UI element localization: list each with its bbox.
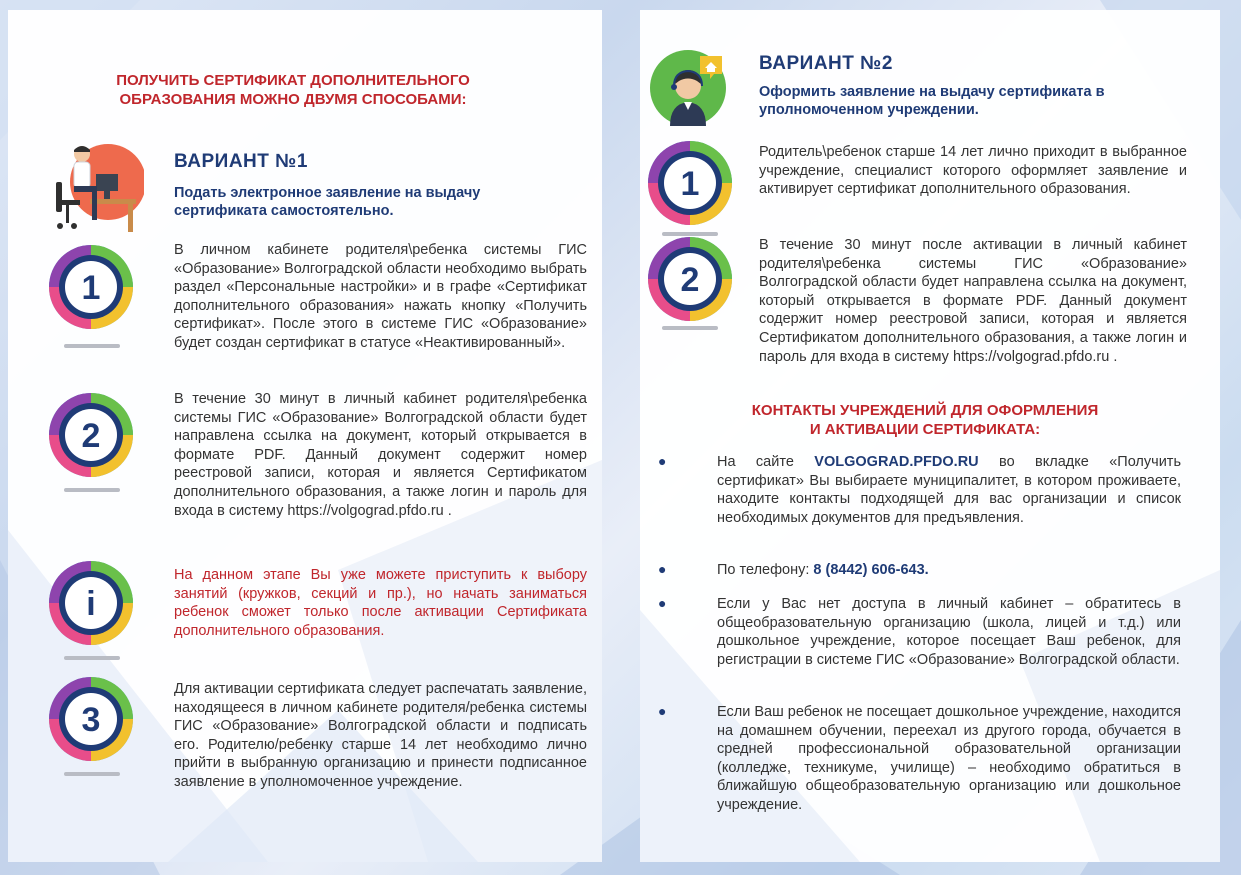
website-link[interactable]: VOLGOGRAD.PFDO.RU (814, 454, 979, 470)
right-step-2-badge (647, 236, 733, 327)
contact-bullet-1 (717, 453, 1181, 527)
number-1-badge-icon (48, 244, 134, 330)
number-3-badge-icon (48, 676, 134, 762)
contact-bullet-2-prefix: По телефону: (717, 562, 814, 578)
contacts-heading (680, 401, 1170, 439)
info-badge-icon (48, 560, 134, 646)
bullet-dot-icon: ● (658, 561, 667, 577)
number-2-badge-icon (48, 392, 134, 478)
right-step-1-text: Родитель\ребенок старше 14 лет лично приходит в выбранное учреждение, специалист которого оформляет заявление и активирует сертификат дополнительного образования. (759, 144, 1187, 198)
number-1-badge-icon (647, 140, 733, 226)
contact-bullet-4: Если Ваш ребенок не посещает дошкольное учреждение, находится на домашнем обучении, переехал из другого города, обучается в средней профессиональной образовательной организации (колледже, техникуме, училище) – необходимо обратиться в ближайшую общеобразовательную организацию или дошкольное учреждение. (717, 704, 1181, 813)
left-step-info-text: На данном этапе Вы уже можете приступить к выбору занятий (кружков, секций и пр.), но начать заниматься ребенок сможет только после активации Сертификата дополнительного образования. (174, 567, 587, 639)
left-step-3-badge (48, 676, 134, 767)
bullet-dot-icon: ● (658, 595, 667, 611)
bullet-dot-icon: ● (658, 453, 667, 469)
right-step-2-number: 2 (680, 261, 700, 299)
left-step-1-shadow (64, 344, 120, 348)
person-at-computer-icon (44, 142, 144, 232)
left-step-1-number: 1 (81, 269, 101, 307)
variant-1-title: ВАРИАНТ №1 (174, 151, 308, 172)
left-step-2-badge (48, 392, 134, 483)
left-step-info-badge (48, 560, 134, 651)
left-step-1-text: В личном кабинете родителя\ребенка системы ГИС «Образование» Волгоградской области необходимо выбрать раздел «Персональные настройки» и в графе «Сертификат дополнительного образования» нажать кнопку «Получить сертификат». После этого в системе ГИС «Образование» будет создан сертификат в статусе «Неактивированный». (174, 242, 587, 351)
right-step-1-number: 1 (680, 165, 700, 203)
contact-bullet-3: Если у Вас нет доступа в личный кабинет – обратитесь в общеобразовательную организацию (школа, лицей и т.д.) или дошкольное учреждение, которое посещает Ваш ребенок, для регистрации в системе ГИС «Образование» Волгоградской области. (717, 596, 1181, 668)
variant-2-title: ВАРИАНТ №2 (759, 53, 893, 74)
left-step-2-shadow (64, 488, 120, 492)
left-step-2-number: 2 (81, 417, 101, 455)
right-step-2-shadow (662, 326, 718, 330)
contact-bullet-1-suffix: во вкладке «Получить сертификат» Вы выбираете муниципалитет, в котором проживаете, находите контакты подходящей для вас организации и список необходимых документов для предъявления. (717, 454, 1181, 526)
right-panel (640, 10, 1220, 862)
left-step-info-letter: i (86, 585, 96, 623)
left-step-info-shadow (64, 656, 120, 660)
main-heading-line1: ПОЛУЧИТЬ СЕРТИФИКАТ ДОПОЛНИТЕЛЬНОГО (116, 72, 470, 89)
contacts-heading-line2: И АКТИВАЦИИ СЕРТИФИКАТА: (809, 421, 1041, 438)
bullet-dot-icon: ● (658, 703, 667, 719)
variant-2-subtitle: Оформить заявление на выдачу сертификата в уполномоченном учреждении. (759, 84, 1105, 118)
left-step-2-text: В течение 30 минут в личный кабинет родителя\ребенка системы ГИС «Образование» Волгоградской области будет направлена ссылка на документ, который открывается в формате PDF. Данный документ содержит номер реестровой записи, которая и является Сертификатом дополнительного образования, а также логин и пароль для входа в систему https://volgograd.pfdo.ru . (174, 391, 587, 519)
left-step-1-badge (48, 244, 134, 335)
left-panel (8, 10, 602, 862)
right-step-1-badge (647, 140, 733, 231)
variant-1-subtitle: Подать электронное заявление на выдачу сертификата самостоятельно. (174, 185, 481, 219)
main-heading-line2: ОБРАЗОВАНИЯ МОЖНО ДВУМЯ СПОСОБАМИ: (119, 91, 467, 108)
contacts-heading-line1: КОНТАКТЫ УЧРЕЖДЕНИЙ ДЛЯ ОФОРМЛЕНИЯ (751, 402, 1099, 419)
phone-number: 8 (8442) 606-643. (813, 562, 929, 578)
left-step-3-shadow (64, 772, 120, 776)
contact-bullet-2 (717, 561, 1181, 580)
number-2-badge-icon (647, 236, 733, 322)
contact-bullet-1-prefix: На сайте (717, 454, 815, 470)
right-step-2-text: В течение 30 минут после активации в личный кабинет родителя\ребенка системы ГИС «Образование» Волгоградской области будет направлена ссылка на документ, который открывается в формате PDF. Данный документ содержит номер реестровой записи, которая и является Сертификатом дополнительного образования, а также логин и пароль для входа в систему https://volgograd.pfdo.ru . (759, 237, 1187, 365)
support-operator-icon (650, 48, 730, 128)
main-heading (48, 71, 538, 109)
left-step-3-text: Для активации сертификата следует распечатать заявление, находящееся в личном кабинете родителя/ребенка системы ГИС «Образование» Волгоградской области и подписать его. Родителю/ребенку старше 14 лет необходимо лично прийти в выбранную организацию и принести подписанное заявление в уполномоченное учреждение. (174, 681, 587, 790)
left-step-3-number: 3 (81, 701, 101, 739)
